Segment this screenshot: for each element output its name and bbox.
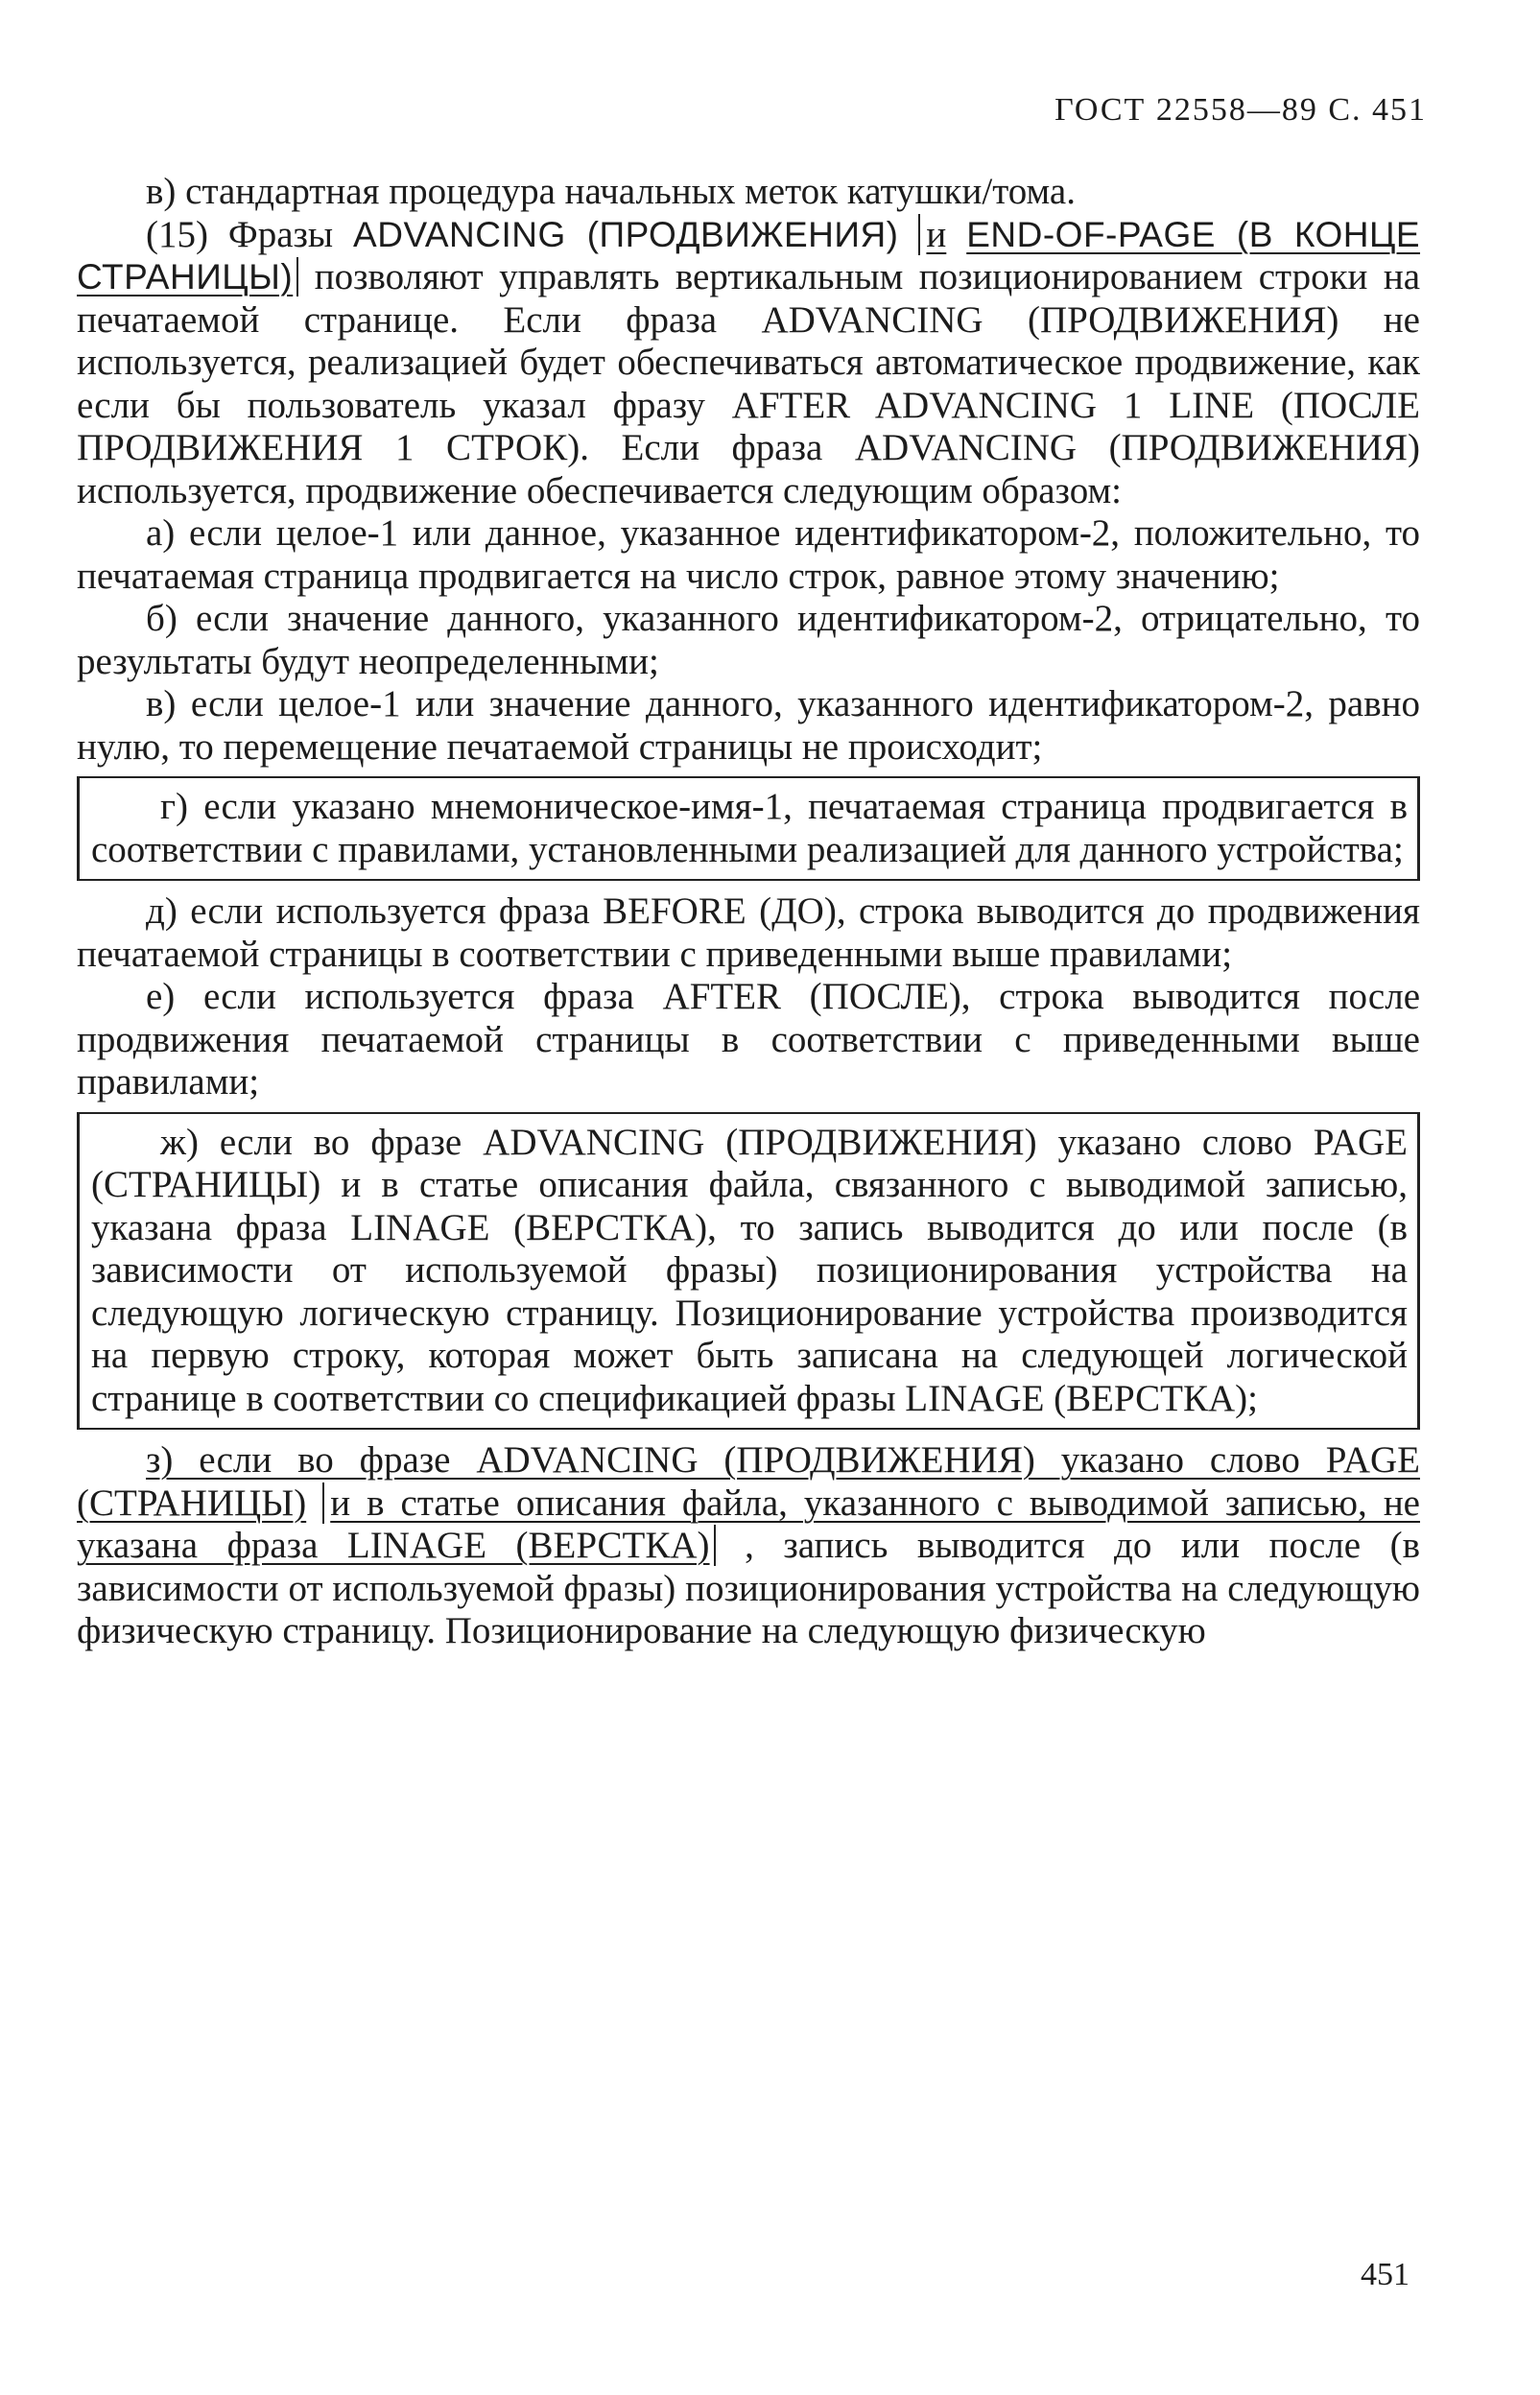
paragraph-g: г) если указано мнемоническое-имя-1, печатаемая страница продвигается в соответствии с правилами, установленными реализацией для данного устройства; [91, 786, 1408, 870]
paragraph-a: а) если целое-1 или данное, указанное идентификатором-2, положительно, то печатаемая страница продвигается на число строк, равное этому значению; [77, 512, 1420, 597]
p15-rest: позволяют управлять вертикальным позиционированием строки на печатаемой странице. Если фраза ADVANCING (ПРОДВИЖЕНИЯ) не используется, реализацией будет обеспечиваться автоматическое продвижение, как если бы пользователь указал фразу AFTER ADVANCING 1 LINE (ПОСЛЕ ПРОДВИЖЕНИЯ 1 СТРОК). Если фраза ADVANCING (ПРОДВИЖЕНИЯ) используется, продвижение обеспечивается следующим образом: [77, 256, 1421, 511]
paragraph-zh: ж) если во фразе ADVANCING (ПРОДВИЖЕНИЯ) указано слово PAGE (СТРАНИЦЫ) и в статье описания файла, связанного с выводимой записью, указана фраза LINAGE (ВЕРСТКА), то запись выводится до или после (в зависимости от используемой фразы) позиционирования устройства на следующую логическую страницу. Позиционирование устройства производится на первую строку, которая может быть записана на следующей логической странице в соответствии со спецификацией фразы LINAGE (ВЕРСТКА); [91, 1121, 1408, 1419]
p15-end-of-page: END-OF-PAGE (В КОНЦЕ СТРАНИЦЫ) [77, 214, 1421, 296]
boxed-paragraph-zh [77, 1112, 1420, 1431]
paragraph-v-top: в) стандартная процедура начальных меток катушки/тома. [146, 171, 1076, 212]
paragraph-15 [77, 214, 1420, 513]
pz-rest: , запись выводится до или после (в зависимости от используемой фразы) позиционирования устройства на следующую физическую страницу. Позиционирование на следующую физическую [77, 1525, 1420, 1651]
paragraph-b: б) если значение данного, указанного идентификатором-2, отрицательно, то результаты будут неопределенными; [77, 598, 1420, 682]
page-number: 451 [1361, 2257, 1410, 2292]
boxed-paragraph-g [77, 776, 1420, 881]
paragraph-e: е) если используется фраза AFTER (ПОСЛЕ), строка выводится после продвижения печатаемой страницы в соответствии с приведенными выше правилами; [77, 976, 1420, 1103]
p15-advancing: ADVANCING (ПРОДВИЖЕНИЯ) [353, 214, 899, 254]
running-head: ГОСТ 22558—89 С. 451 [1054, 92, 1427, 128]
p15-and: и [918, 214, 946, 255]
pz-start: з) если во фразе ADVANCING (ПРОДВИЖЕНИЯ) указано слово PAGE (СТРАНИЦЫ) [77, 1439, 1420, 1524]
page-body [77, 171, 1420, 1653]
paragraph-z [77, 1439, 1420, 1653]
paragraph-v: в) если целое-1 или значение данного, указанного идентификатором-2, равно нулю, то перемещение печатаемой страницы не происходит; [77, 683, 1420, 768]
paragraph-d: д) если используется фраза BEFORE (ДО), строка выводится до продвижения печатаемой страницы в соответствии с приведенными выше правилами; [77, 890, 1420, 975]
pz-boxed: и в статье описания файла, указанного с выводимой записью, не указана фраза LINAGE (ВЕРСТКА) [77, 1482, 1420, 1566]
p15-start: (15) Фразы [146, 213, 334, 255]
